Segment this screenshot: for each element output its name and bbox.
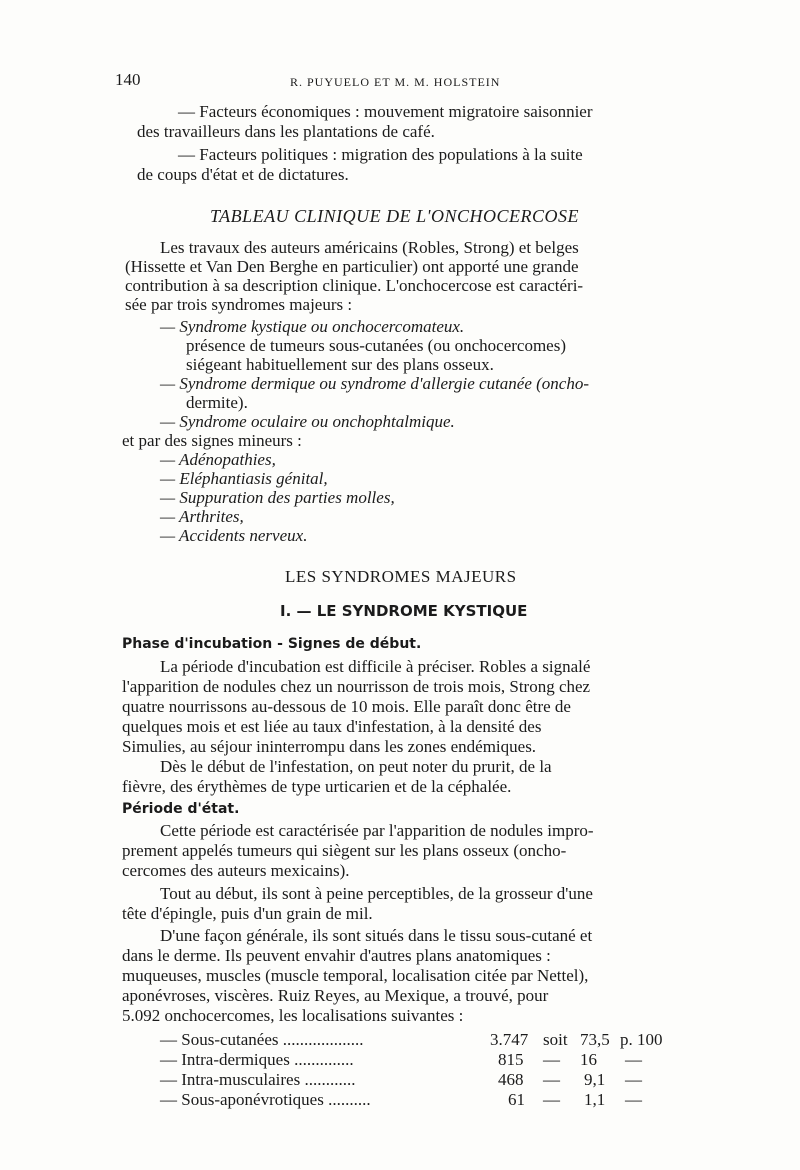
row-unit: — xyxy=(625,1090,642,1109)
paragraph-line: contribution à sa description clinique. L'onchocercose est caractéri- xyxy=(125,276,584,295)
row-sep: — xyxy=(543,1090,560,1109)
paragraph-line: La période d'incubation est difficile à préciser. Robles a signalé xyxy=(160,657,591,676)
minor-sign-item: — Suppuration des parties molles, xyxy=(160,488,395,507)
paragraph-line: l'apparition de nodules chez un nourrisson de trois mois, Strong chez xyxy=(122,677,591,696)
paragraph-line: muqueuses, muscles (muscle temporal, localisation citée par Nettel), xyxy=(122,966,589,985)
paragraph-line: cercomes des auteurs mexicains). xyxy=(122,861,350,880)
row-count: 3.747 xyxy=(490,1030,529,1049)
paragraph-line: quatre nourrissons au-dessous de 10 mois. Elle paraît donc être de xyxy=(122,697,571,716)
row-sep: soit xyxy=(543,1030,568,1049)
row-label: — Sous-aponévrotiques .......... xyxy=(160,1090,371,1109)
paragraph-line: Dès le début de l'infestation, on peut noter du prurit, de la xyxy=(160,757,552,776)
paragraph-line: Simulies, au séjour ininterrompu dans les zones endémiques. xyxy=(122,737,537,756)
section-title: LES SYNDROMES MAJEURS xyxy=(285,567,517,586)
major-syndrome-item: — Syndrome dermique ou syndrome d'allergie cutanée (oncho- xyxy=(160,374,590,393)
paragraph-line: D'une façon générale, ils sont situés dans le tissu sous-cutané et xyxy=(160,926,593,945)
minor-sign-item: — Accidents nerveux. xyxy=(160,526,308,545)
paragraph-line: dans le derme. Ils peuvent envahir d'autres plans anatomiques : xyxy=(122,946,551,965)
major-syndrome-item: — Syndrome oculaire ou onchophtalmique. xyxy=(160,412,455,431)
subsection-title: I. — LE SYNDROME KYSTIQUE xyxy=(280,602,528,620)
row-pct: 1,1 xyxy=(584,1090,606,1109)
intro-line: de coups d'état et de dictatures. xyxy=(137,165,349,184)
running-header: R. PUYUELO ET M. M. HOLSTEIN xyxy=(290,75,501,89)
paragraph-line: Les travaux des auteurs américains (Robles, Strong) et belges xyxy=(160,238,579,257)
row-unit: — xyxy=(625,1050,642,1069)
row-count: 468 xyxy=(498,1070,524,1089)
major-syndrome-detail: dermite). xyxy=(186,393,248,412)
paragraph-line: sée par trois syndromes majeurs : xyxy=(125,295,353,314)
row-label: — Sous-cutanées ................... xyxy=(160,1030,364,1049)
row-unit: p. 100 xyxy=(620,1030,663,1049)
row-count: 815 xyxy=(498,1050,524,1069)
row-pct: 16 xyxy=(580,1050,597,1069)
paragraph-line: Tout au début, ils sont à peine perceptibles, de la grosseur d'une xyxy=(160,884,593,903)
row-count: 61 xyxy=(508,1090,525,1109)
row-pct: 9,1 xyxy=(584,1070,606,1089)
table-row xyxy=(160,1090,660,1110)
minor-sign-item: — Adénopathies, xyxy=(160,450,276,469)
paragraph-line: fièvre, des érythèmes de type urticarien et de la céphalée. xyxy=(122,777,512,796)
row-unit: — xyxy=(625,1070,642,1089)
major-syndrome-detail: présence de tumeurs sous-cutanées (ou onchocercomes) xyxy=(186,336,566,355)
paragraph-line: quelques mois et est liée au taux d'infestation, à la densité des xyxy=(122,717,542,736)
page-number: 140 xyxy=(115,70,141,89)
intro-line: — Facteurs économiques : mouvement migratoire saisonnier xyxy=(178,102,593,121)
row-label: — Intra-dermiques .............. xyxy=(160,1050,354,1069)
minor-sign-item: — Eléphantiasis génital, xyxy=(160,469,328,488)
minor-sign-item: — Arthrites, xyxy=(160,507,244,526)
major-syndrome-detail: siégeant habituellement sur des plans osseux. xyxy=(186,355,494,374)
table-row xyxy=(160,1030,663,1050)
row-label: — Intra-musculaires ............ xyxy=(160,1070,356,1089)
row-sep: — xyxy=(543,1070,560,1089)
etat-heading: Période d'état. xyxy=(122,801,240,817)
paragraph-line: aponévroses, viscères. Ruiz Reyes, au Mexique, a trouvé, pour xyxy=(122,986,549,1005)
intro-line: — Facteurs politiques : migration des populations à la suite xyxy=(178,145,583,164)
paragraph-line: 5.092 onchocercomes, les localisations suivantes : xyxy=(122,1006,464,1025)
major-syndrome-item: — Syndrome kystique ou onchocercomateux. xyxy=(160,317,465,336)
intro-line: des travailleurs dans les plantations de café. xyxy=(137,122,435,141)
table-row xyxy=(160,1050,660,1070)
paragraph-line: prement appelés tumeurs qui siègent sur les plans osseux (oncho- xyxy=(122,841,567,860)
incubation-heading: Phase d'incubation - Signes de début. xyxy=(122,636,422,652)
minor-signs-intro: et par des signes mineurs : xyxy=(122,431,302,450)
paragraph-line: tête d'épingle, puis d'un grain de mil. xyxy=(122,904,373,923)
section-title: TABLEAU CLINIQUE DE L'ONCHOCERCOSE xyxy=(210,206,580,226)
row-sep: — xyxy=(543,1050,560,1069)
paragraph-line: Cette période est caractérisée par l'apparition de nodules impro- xyxy=(160,821,594,840)
row-pct: 73,5 xyxy=(580,1030,610,1049)
table-row xyxy=(160,1070,660,1090)
paragraph-line: (Hissette et Van Den Berghe en particulier) ont apporté une grande xyxy=(125,257,579,276)
